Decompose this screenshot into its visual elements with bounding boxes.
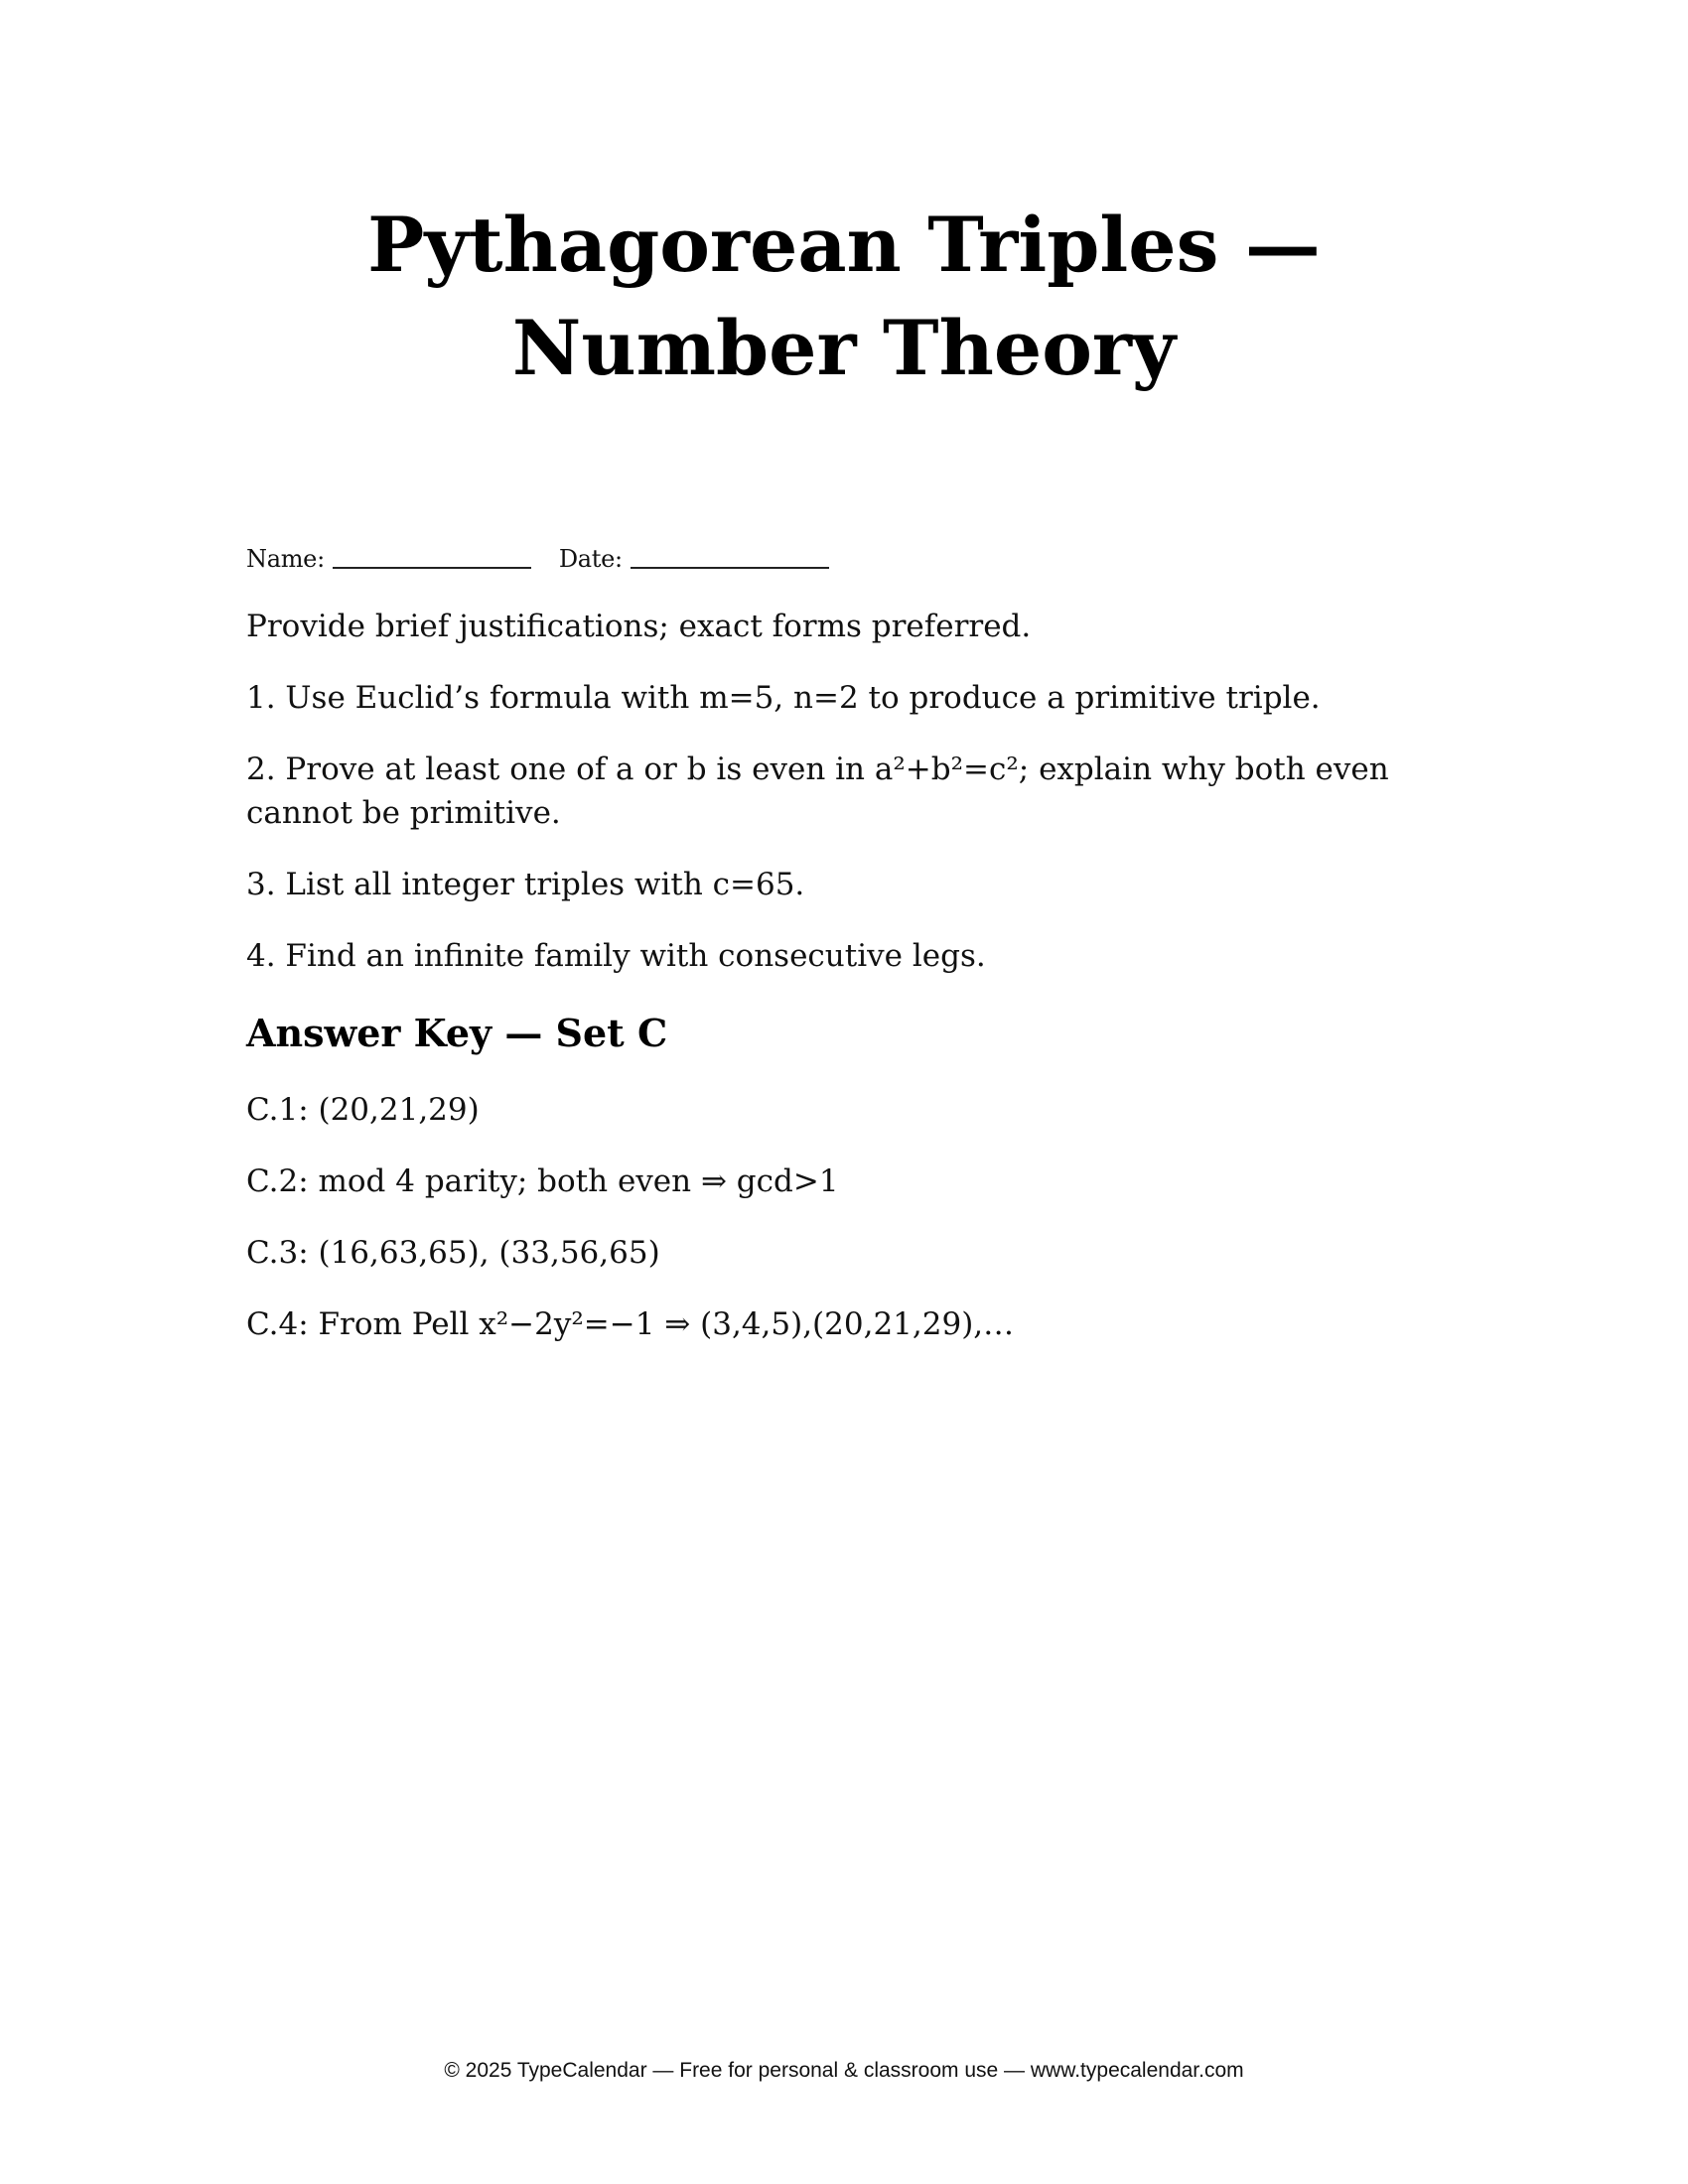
date-field-group (559, 543, 829, 574)
answer-item: C.2: mod 4 parity; both even ⇒ gcd>1 (246, 1163, 839, 1199)
answer-item: C.4: From Pell x²−2y²=−1 ⇒ (3,4,5),(20,21,29),… (246, 1306, 1015, 1342)
title-line-2: Number Theory (511, 304, 1177, 392)
page-title (246, 194, 1442, 400)
instructions-text: Provide brief justifications; exact forms preferred. (246, 609, 1032, 644)
answer-item: C.3: (16,63,65), (33,56,65) (246, 1235, 660, 1271)
question-item: 3. List all integer triples with c=65. (246, 867, 805, 902)
worksheet-content (246, 194, 1442, 1346)
name-field-group (246, 543, 531, 574)
question-item: 1. Use Euclid’s formula with m=5, n=2 to produce a primitive triple. (246, 680, 1321, 716)
name-label: Name: (246, 545, 325, 573)
date-label: Date: (558, 545, 623, 573)
name-blank-line[interactable] (333, 545, 531, 569)
page-footer: © 2025 TypeCalendar — Free for personal & classroom use — www.typecalendar.com (444, 2059, 1244, 2082)
answer-item: C.1: (20,21,29) (246, 1092, 480, 1128)
name-date-fields (246, 543, 1442, 573)
title-line-1: Pythagorean Triples — (367, 201, 1321, 289)
question-item: 2. Prove at least one of a or b is even in a²+b²=c²; explain why both even cannot be primitive. (246, 751, 1389, 831)
question-item: 4. Find an infinite family with consecutive legs. (246, 938, 986, 974)
date-blank-line[interactable] (631, 545, 829, 569)
answer-key-heading: Answer Key — Set C (246, 1011, 668, 1055)
